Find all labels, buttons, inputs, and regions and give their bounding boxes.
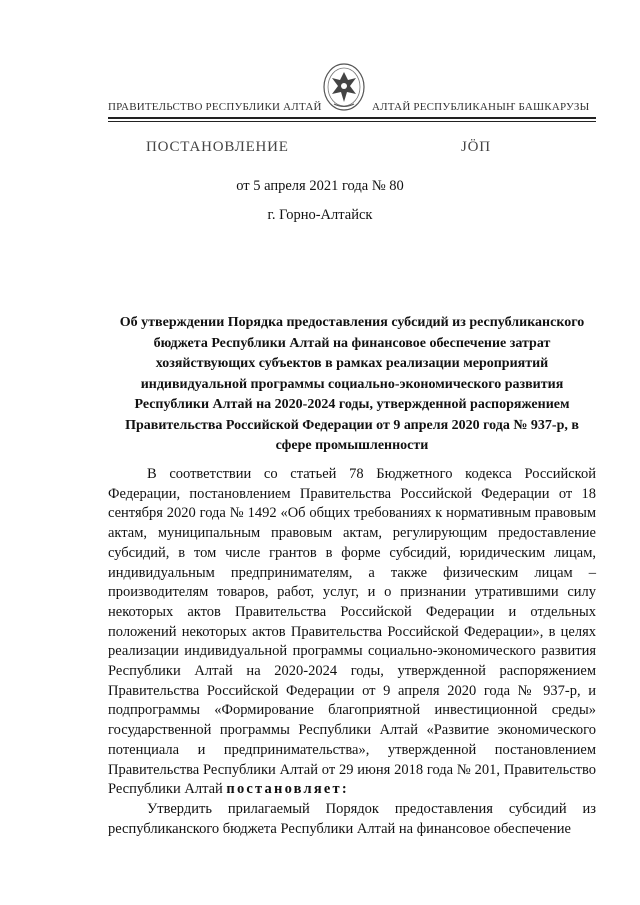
document-type-altai: ЈӦП xyxy=(461,139,491,155)
resolution-keyword: постановляет: xyxy=(226,781,349,798)
header-divider-thin xyxy=(108,121,596,122)
resolution-item-paragraph: Утвердить прилагаемый Порядок предоставления субсидий из республиканского бюджета Республики Алтай на финансовое обеспечение xyxy=(108,801,596,837)
coat-of-arms-emblem xyxy=(322,62,366,112)
header-divider xyxy=(108,117,596,119)
document-city: г. Горно-Алтайск xyxy=(267,207,373,223)
preamble-paragraph xyxy=(108,465,596,800)
government-name-russian: ПРАВИТЕЛЬСТВО РЕСПУБЛИКИ АЛТАЙ xyxy=(108,101,322,113)
preamble-text: В соответствии со статьей 78 Бюджетного кодекса Российской Федерации, постановлением Правительства Российской Федерации от 18 сентября 2020 года № 1492 «Об общих требованиях к нормативным правовым актам, муниципальным правовым актам, регулирующим предоставление субсидий, в том числе грантов в форме субсидий, юридическим лицам, индивидуальным предпринимателям, а также физическим лицам – производителям товаров, работ, услуг, и о признании утратившими силу некоторых актов Правительства Российской Федерации и отдельных положений некоторых актов Правительства Российской Федерации», в целях реализации индивидуальной программы социально-экономического развития Республики Алтай на 2020-2024 годы, утвержденной распоряжением Правительства Российской Федерации от 9 апреля 2020 года № 937-р, и подпрограммы «Формирование благоприятной инвестиционной среды» государственной программы Республики Алтай «Развитие экономического потенциала и предпринимательства», утвержденной постановлением Правительства Республики Алтай от 29 июня 2018 года № 201, Правительство Республики Алтай xyxy=(108,466,596,798)
document-title: Об утверждении Порядка предоставления субсидий из республиканского бюджета Республики Алтай на финансовое обеспечение затрат хозяйствующих субъектов в рамках реализации мероприятий индивидуальной программы социально-экономического развития Республики Алтай на 2020-2024 годы, утвержденной распоряжением Правительства Российской Федерации от 9 апреля 2020 года № 937-р, в сфере промышленности xyxy=(119,315,585,453)
document-date-number: от 5 апреля 2021 года № 80 xyxy=(236,178,404,194)
document-type-russian: ПОСТАНОВЛЕНИЕ xyxy=(146,139,289,155)
government-name-altai: АЛТАЙ РЕСПУБЛИКАНЫҤ БАШКАРУЗЫ xyxy=(372,101,590,113)
